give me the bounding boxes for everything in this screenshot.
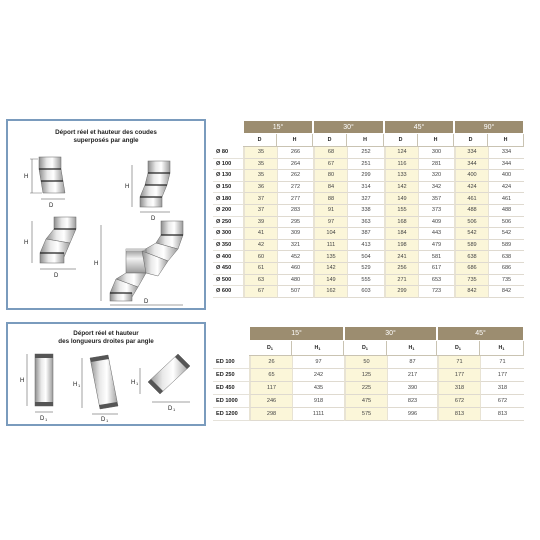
row-label: Ø 150: [213, 182, 243, 194]
cell-d: 149: [384, 193, 418, 205]
table-row: [213, 251, 524, 263]
cell-d: 65: [249, 369, 292, 382]
elbow-sub-d: D: [454, 134, 488, 147]
cell-h: 488: [488, 205, 524, 217]
straight-sub-h1: $H_1$: [387, 341, 437, 356]
cell-d: 41: [243, 228, 277, 240]
straight-3-d-sub: 1: [173, 407, 176, 412]
elbow-diagrams: [8, 121, 204, 308]
elbow-angle-header: 15°: [243, 120, 313, 134]
table-row: [213, 286, 524, 298]
cell-h: 251: [347, 159, 384, 171]
straight-1-d-sub: 1: [45, 417, 48, 422]
elbow-90-d-label: D: [144, 299, 149, 305]
cell-h: 672: [480, 395, 524, 408]
cell-d: 37: [243, 193, 277, 205]
cell-d: 246: [249, 395, 292, 408]
straight-2-d-label: D: [101, 417, 106, 423]
table-row: [213, 228, 524, 240]
cell-d: 39: [243, 217, 277, 229]
cell-h: 823: [387, 395, 437, 408]
elbow-30-diagram: [125, 161, 170, 222]
straight-sub-d1: $D_1$: [249, 341, 292, 356]
cell-d: 162: [313, 286, 347, 298]
elbow-sub-d: D: [243, 134, 277, 147]
cell-d: 84: [313, 182, 347, 194]
elbow-sub-h: H: [488, 134, 524, 147]
cell-d: 424: [454, 182, 488, 194]
cell-h: 283: [277, 205, 313, 217]
cell-d: 67: [243, 286, 277, 298]
table-row: [213, 395, 524, 408]
cell-d: 60: [243, 251, 277, 263]
cell-h: 842: [488, 286, 524, 298]
elbow-90-diagram: [94, 221, 183, 305]
cell-d: 542: [454, 228, 488, 240]
cell-h: 327: [347, 193, 384, 205]
straight-tilted-45-diagram: [131, 354, 190, 412]
elbow-sub-h: H: [347, 134, 384, 147]
row-label: Ø 300: [213, 228, 243, 240]
table-row: [213, 275, 524, 287]
cell-h: 363: [347, 217, 384, 229]
cell-d: 318: [437, 382, 480, 395]
straight-1-h-label: H: [20, 378, 25, 384]
elbow-15-d-label: D: [49, 203, 54, 209]
cell-h: 344: [488, 159, 524, 171]
cell-h: 723: [418, 286, 454, 298]
cell-h: 479: [418, 240, 454, 252]
cell-d: 735: [454, 275, 488, 287]
cell-d: 71: [437, 356, 480, 369]
cell-d: 155: [384, 205, 418, 217]
table-row: [213, 263, 524, 275]
elbow-45-diagram: [24, 217, 76, 279]
straight-angle-header: 30°: [344, 326, 437, 341]
row-label: Ø 350: [213, 240, 243, 252]
cell-h: 460: [277, 263, 313, 275]
cell-d: 575: [344, 408, 387, 421]
cell-h: 813: [480, 408, 524, 421]
cell-d: 50: [344, 356, 387, 369]
table-row: [213, 193, 524, 205]
cell-d: 104: [313, 228, 347, 240]
cell-h: 342: [418, 182, 454, 194]
cell-d: 149: [313, 275, 347, 287]
cell-h: 338: [347, 205, 384, 217]
elbow-angle-header: 30°: [313, 120, 384, 134]
cell-h: 373: [418, 205, 454, 217]
cell-d: 672: [437, 395, 480, 408]
straight-tilted-15-diagram: [73, 355, 118, 423]
cell-d: 638: [454, 251, 488, 263]
table-row: [213, 205, 524, 217]
cell-h: 87: [387, 356, 437, 369]
cell-h: 435: [292, 382, 344, 395]
cell-d: 298: [249, 408, 292, 421]
elbow-dimensions-table: [213, 120, 524, 298]
cell-h: 320: [418, 170, 454, 182]
cell-d: 35: [243, 159, 277, 171]
row-label: Ø 180: [213, 193, 243, 205]
straight-3-h-label: H: [131, 380, 136, 386]
cell-h: 424: [488, 182, 524, 194]
cell-h: 264: [277, 159, 313, 171]
cell-d: 506: [454, 217, 488, 229]
table-row: [213, 408, 524, 421]
cell-d: 299: [384, 286, 418, 298]
cell-h: 507: [277, 286, 313, 298]
straight-diagrams: [8, 324, 204, 424]
elbow-title-line1: Déport réel et hauteur des coudes: [55, 129, 157, 136]
straight-title-line2: des longueurs droites par angle: [58, 338, 154, 345]
straight-vertical-diagram: [20, 354, 53, 422]
row-label: Ø 130: [213, 170, 243, 182]
straight-title-line1: Déport réel et hauteur: [73, 330, 139, 337]
cell-d: 400: [454, 170, 488, 182]
straight-2-d-sub: 1: [106, 418, 109, 423]
cell-h: 461: [488, 193, 524, 205]
elbow-30-h-label: H: [125, 184, 130, 190]
cell-d: 256: [384, 263, 418, 275]
cell-h: 177: [480, 369, 524, 382]
cell-h: 506: [488, 217, 524, 229]
straight-1-d-label: D: [40, 416, 45, 422]
elbow-angle-header: 90°: [454, 120, 524, 134]
cell-d: 35: [243, 147, 277, 159]
cell-d: 142: [384, 182, 418, 194]
cell-h: 504: [347, 251, 384, 263]
row-label: Ø 80: [213, 147, 243, 159]
row-label: Ø 500: [213, 275, 243, 287]
cell-h: 686: [488, 263, 524, 275]
cell-h: 295: [277, 217, 313, 229]
elbow-sub-h: H: [418, 134, 454, 147]
cell-d: 63: [243, 275, 277, 287]
cell-d: 177: [437, 369, 480, 382]
cell-h: 266: [277, 147, 313, 159]
cell-d: 42: [243, 240, 277, 252]
row-label: Ø 400: [213, 251, 243, 263]
cell-h: 299: [347, 170, 384, 182]
cell-d: 67: [313, 159, 347, 171]
cell-d: 142: [313, 263, 347, 275]
cell-h: 1111: [292, 408, 344, 421]
cell-d: 461: [454, 193, 488, 205]
cell-d: 80: [313, 170, 347, 182]
cell-h: 581: [418, 251, 454, 263]
cell-h: 97: [292, 356, 344, 369]
cell-d: 344: [454, 159, 488, 171]
cell-d: 488: [454, 205, 488, 217]
cell-h: 735: [488, 275, 524, 287]
row-label: ED 1200: [213, 408, 249, 421]
cell-h: 334: [488, 147, 524, 159]
elbow-15-diagram: [24, 157, 65, 209]
cell-d: 68: [313, 147, 347, 159]
cell-d: 271: [384, 275, 418, 287]
cell-d: 135: [313, 251, 347, 263]
cell-h: 589: [488, 240, 524, 252]
elbow-angle-header: 45°: [384, 120, 454, 134]
cell-d: 475: [344, 395, 387, 408]
straight-dimensions-table: [213, 326, 524, 421]
cell-h: 918: [292, 395, 344, 408]
cell-d: 125: [344, 369, 387, 382]
cell-h: 309: [277, 228, 313, 240]
cell-d: 686: [454, 263, 488, 275]
elbow-45-h-label: H: [24, 240, 29, 246]
row-label: Ø 250: [213, 217, 243, 229]
cell-h: 390: [387, 382, 437, 395]
cell-h: 314: [347, 182, 384, 194]
elbow-sub-h: H: [277, 134, 313, 147]
cell-d: 61: [243, 263, 277, 275]
table-row: [213, 382, 524, 395]
table-row: [213, 170, 524, 182]
cell-h: 400: [488, 170, 524, 182]
cell-h: 318: [480, 382, 524, 395]
table-row: [213, 159, 524, 171]
cell-d: 133: [384, 170, 418, 182]
straight-angle-header: 45°: [437, 326, 524, 341]
elbow-sub-d: D: [313, 134, 347, 147]
cell-h: 603: [347, 286, 384, 298]
elbow-90-h-label: H: [94, 261, 99, 267]
cell-h: 252: [347, 147, 384, 159]
cell-d: 37: [243, 205, 277, 217]
elbow-30-d-label: D: [151, 216, 156, 222]
cell-d: 184: [384, 228, 418, 240]
cell-d: 168: [384, 217, 418, 229]
cell-h: 272: [277, 182, 313, 194]
straight-sub-d1: $D_1$: [437, 341, 480, 356]
cell-h: 357: [418, 193, 454, 205]
cell-d: 116: [384, 159, 418, 171]
row-label: Ø 600: [213, 286, 243, 298]
cell-h: 300: [418, 147, 454, 159]
row-label: ED 450: [213, 382, 249, 395]
straight-sub-h1: $H_1$: [480, 341, 524, 356]
cell-h: 653: [418, 275, 454, 287]
cell-d: 589: [454, 240, 488, 252]
cell-h: 277: [277, 193, 313, 205]
straight-sub-d1: $D_1$: [344, 341, 387, 356]
cell-h: 262: [277, 170, 313, 182]
cell-h: 242: [292, 369, 344, 382]
cell-d: 813: [437, 408, 480, 421]
cell-d: 241: [384, 251, 418, 263]
cell-h: 387: [347, 228, 384, 240]
table-row: [213, 217, 524, 229]
cell-d: 334: [454, 147, 488, 159]
cell-d: 97: [313, 217, 347, 229]
row-label: Ø 450: [213, 263, 243, 275]
elbow-15-h-label: H: [24, 174, 29, 180]
cell-d: 35: [243, 170, 277, 182]
row-label: Ø 100: [213, 159, 243, 171]
elbow-sub-d: D: [384, 134, 418, 147]
cell-d: 111: [313, 240, 347, 252]
cell-h: 996: [387, 408, 437, 421]
straight-sub-h1: $H_1$: [292, 341, 344, 356]
cell-h: 452: [277, 251, 313, 263]
cell-h: 281: [418, 159, 454, 171]
table-row: [213, 356, 524, 369]
straight-2-h-sub: 1: [78, 383, 81, 388]
cell-d: 225: [344, 382, 387, 395]
straight-2-h-label: H: [73, 382, 78, 388]
cell-h: 529: [347, 263, 384, 275]
table-row: [213, 240, 524, 252]
straight-angle-header: 15°: [249, 326, 344, 341]
straight-table-body: [213, 356, 524, 421]
cell-h: 638: [488, 251, 524, 263]
straight-3-d-label: D: [168, 406, 173, 412]
cell-d: 117: [249, 382, 292, 395]
cell-d: 36: [243, 182, 277, 194]
row-label: ED 1000: [213, 395, 249, 408]
cell-h: 617: [418, 263, 454, 275]
straight-3-h-sub: 1: [136, 381, 139, 386]
table-row: [213, 369, 524, 382]
cell-h: 321: [277, 240, 313, 252]
cell-h: 71: [480, 356, 524, 369]
cell-d: 842: [454, 286, 488, 298]
cell-d: 124: [384, 147, 418, 159]
cell-h: 413: [347, 240, 384, 252]
cell-d: 26: [249, 356, 292, 369]
elbow-title-line2: superposés par angle: [73, 137, 139, 144]
table-row: [213, 182, 524, 194]
cell-d: 198: [384, 240, 418, 252]
cell-h: 555: [347, 275, 384, 287]
cell-h: 443: [418, 228, 454, 240]
elbow-diagram-panel: [6, 119, 206, 310]
cell-h: 409: [418, 217, 454, 229]
elbow-table-body: [213, 147, 524, 298]
cell-h: 217: [387, 369, 437, 382]
row-label: Ø 200: [213, 205, 243, 217]
cell-h: 542: [488, 228, 524, 240]
row-label: ED 100: [213, 356, 249, 369]
straight-diagram-panel: [6, 322, 206, 426]
cell-d: 88: [313, 193, 347, 205]
cell-h: 480: [277, 275, 313, 287]
cell-d: 91: [313, 205, 347, 217]
table-row: [213, 147, 524, 159]
elbow-45-d-label: D: [54, 273, 59, 279]
row-label: ED 250: [213, 369, 249, 382]
